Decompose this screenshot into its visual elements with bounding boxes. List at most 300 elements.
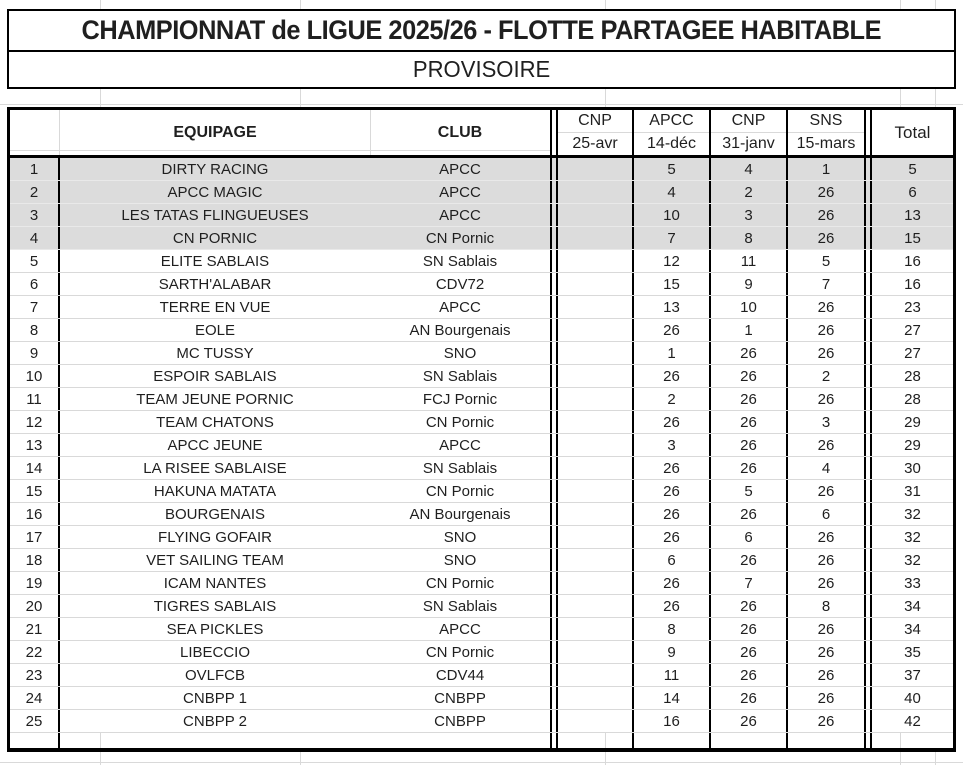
spacer-cell [550, 342, 558, 364]
table-row [10, 250, 953, 273]
table-row [10, 204, 953, 227]
score-cell-cnp-25avr[interactable] [558, 710, 634, 732]
equipage-cell[interactable]: MC TUSSY [176, 344, 254, 362]
spacer-cell [864, 503, 872, 525]
table-row [10, 687, 953, 710]
spacer-cell [864, 664, 872, 686]
score-cell-cnp-25avr[interactable] [558, 365, 634, 387]
score-cell-apcc-14dec[interactable]: 15 [634, 273, 711, 295]
equipage-cell[interactable]: TERRE EN VUE [159, 298, 271, 316]
spacer-cell [864, 572, 872, 594]
spacer-cell [864, 549, 872, 571]
total-cell[interactable]: 42 [904, 712, 921, 730]
score-cell-sns-15mars[interactable]: 26 [817, 206, 835, 224]
score-cell-cnp-31janv[interactable]: 26 [711, 388, 788, 410]
rank-cell[interactable]: 21 [10, 618, 60, 640]
rank-cell[interactable]: 17 [10, 526, 60, 548]
score-cell-sns-15mars[interactable]: 26 [817, 620, 835, 638]
score-cell-cnp-31janv[interactable]: 4 [711, 158, 788, 180]
equipage-cell[interactable]: TEAM CHATONS [156, 413, 274, 431]
equipage-cell[interactable]: APCC JEUNE [167, 436, 263, 454]
score-cell-cnp-31janv[interactable]: 7 [711, 572, 788, 594]
page-title-text: CHAMPIONNAT de LIGUE 2025/26 - FLOTTE PARTAGEE HABITABLE [81, 15, 882, 45]
score-cell-sns-15mars[interactable]: 5 [821, 252, 831, 270]
spacer-cell [550, 181, 558, 203]
table-row [10, 480, 953, 503]
total-cell[interactable]: 13 [904, 206, 921, 224]
table-row [10, 595, 953, 618]
club-cell[interactable]: SNO [443, 528, 477, 546]
score-cell-cnp-31janv[interactable]: 8 [711, 227, 788, 249]
rank-cell[interactable]: 8 [10, 319, 60, 341]
equipage-cell[interactable]: ICAM NANTES [163, 574, 267, 592]
equipage-cell[interactable]: BOURGENAIS [164, 505, 266, 523]
spacer-cell [550, 687, 558, 709]
score-cell-apcc-14dec[interactable]: 10 [634, 204, 711, 226]
score-cell[interactable] [788, 733, 864, 748]
score-cell-cnp-31janv[interactable]: 11 [711, 250, 788, 272]
club-cell[interactable]: CN Pornic [425, 229, 495, 247]
spacer-cell [864, 342, 872, 364]
club-header-cell[interactable]: CLUB [437, 123, 483, 141]
rank-cell[interactable]: 7 [10, 296, 60, 318]
score-cell-cnp-25avr[interactable] [558, 457, 634, 479]
score-cell-apcc-14dec[interactable]: 5 [634, 158, 711, 180]
race-date: 14-déc [647, 135, 696, 152]
score-cell-sns-15mars[interactable]: 26 [817, 229, 835, 247]
score-cell-cnp-25avr[interactable] [558, 434, 634, 456]
score-cell-sns-15mars[interactable]: 26 [817, 436, 835, 454]
club-cell[interactable]: APCC [439, 298, 481, 316]
score-cell-cnp-31janv[interactable]: 26 [711, 641, 788, 663]
equipage-cell[interactable]: ELITE SABLAIS [160, 252, 270, 270]
rank-cell[interactable]: 2 [10, 181, 60, 203]
sheet-gridline-vertical [900, 733, 901, 748]
spacer-cell [550, 365, 558, 387]
table-row [10, 319, 953, 342]
table-row [10, 434, 953, 457]
equipage-cell[interactable]: TIGRES SABLAIS [153, 597, 277, 615]
score-cell-apcc-14dec[interactable]: 13 [634, 296, 711, 318]
total-header-cell[interactable]: Total [894, 122, 931, 142]
score-cell[interactable] [558, 733, 634, 748]
rank-cell[interactable]: 23 [10, 664, 60, 686]
score-cell-cnp-31janv[interactable]: 26 [711, 342, 788, 364]
score-cell-cnp-31janv[interactable]: 26 [711, 457, 788, 479]
score-cell-cnp-25avr[interactable] [558, 273, 634, 295]
score-cell-sns-15mars[interactable]: 3 [821, 413, 831, 431]
rank-cell[interactable]: 13 [10, 434, 60, 456]
spacer-cell [550, 158, 558, 180]
spacer-cell [864, 733, 872, 748]
spacer-cell [864, 480, 872, 502]
rank-cell[interactable]: 15 [10, 480, 60, 502]
score-cell-cnp-25avr[interactable] [558, 388, 634, 410]
club-cell[interactable]: APCC [439, 206, 481, 224]
score-cell-cnp-25avr[interactable] [558, 480, 634, 502]
total-cell[interactable] [872, 733, 953, 748]
table-row [10, 296, 953, 319]
equipage-cell[interactable]: APCC MAGIC [167, 183, 263, 201]
score-cell-cnp-25avr[interactable] [558, 572, 634, 594]
score-cell-sns-15mars[interactable]: 8 [821, 597, 831, 615]
score-cell-cnp-31janv[interactable]: 5 [711, 480, 788, 502]
club-cell[interactable]: APCC [439, 183, 481, 201]
sheet-gridline-horizontal [0, 762, 963, 763]
table-row [10, 710, 953, 733]
score-cell-apcc-14dec[interactable]: 1 [634, 342, 711, 364]
score-cell-cnp-25avr[interactable] [558, 641, 634, 663]
score-cell-cnp-31janv[interactable]: 26 [711, 595, 788, 617]
spacer-cell [550, 250, 558, 272]
total-cell[interactable]: 28 [904, 367, 921, 385]
equipage-header-cell[interactable]: EQUIPAGE [173, 123, 257, 141]
score-cell-sns-15mars[interactable]: 26 [817, 574, 835, 592]
rank-cell[interactable]: 1 [10, 158, 60, 180]
score-cell[interactable] [634, 733, 711, 748]
club-cell[interactable]: FCJ Pornic [422, 390, 498, 408]
score-cell-cnp-31janv[interactable]: 1 [711, 319, 788, 341]
score-cell-sns-15mars[interactable]: 6 [821, 505, 831, 523]
sheet-gridline-horizontal [0, 104, 963, 105]
race-header-cell-apcc-14dec[interactable] [634, 110, 711, 155]
total-cell[interactable]: 30 [904, 459, 921, 477]
table-row [10, 342, 953, 365]
score-cell-sns-15mars[interactable]: 4 [821, 459, 831, 477]
score-cell-apcc-14dec[interactable]: 7 [634, 227, 711, 249]
score-cell-apcc-14dec[interactable]: 16 [634, 710, 711, 732]
score-cell-apcc-14dec[interactable]: 14 [634, 687, 711, 709]
total-cell[interactable]: 29 [904, 436, 921, 454]
sheet-gridline-vertical [605, 733, 606, 748]
rank-cell[interactable]: 19 [10, 572, 60, 594]
race-header-cell-cnp-25avr[interactable] [558, 110, 634, 155]
header-row [10, 110, 953, 158]
club-cell[interactable]: CN Pornic [425, 413, 495, 431]
score-cell-apcc-14dec[interactable]: 3 [634, 434, 711, 456]
rank-cell[interactable]: 4 [10, 227, 60, 249]
spacer-cell [550, 733, 558, 748]
total-cell[interactable]: 32 [904, 505, 921, 523]
score-cell-apcc-14dec[interactable]: 26 [634, 595, 711, 617]
rank-cell[interactable] [10, 733, 60, 748]
spacer-header-cell [550, 110, 558, 155]
score-cell-cnp-31janv[interactable]: 26 [711, 549, 788, 571]
score-cell-cnp-25avr[interactable] [558, 526, 634, 548]
score-cell-cnp-25avr[interactable] [558, 227, 634, 249]
score-cell-cnp-25avr[interactable] [558, 296, 634, 318]
club-cell[interactable]: APCC [439, 436, 481, 454]
equipage-cell[interactable]: HAKUNA MATATA [153, 482, 277, 500]
equipage-cell[interactable]: VET SAILING TEAM [146, 551, 284, 569]
equipage-cell[interactable]: TEAM JEUNE PORNIC [136, 390, 294, 408]
spacer-cell [864, 181, 872, 203]
equipage-cell[interactable]: SARTH'ALABAR [158, 275, 272, 293]
spacer-cell [864, 457, 872, 479]
race-name: CNP [558, 110, 632, 133]
total-cell[interactable]: 40 [904, 689, 921, 707]
total-cell[interactable]: 6 [908, 183, 917, 201]
score-cell-cnp-31janv[interactable]: 10 [711, 296, 788, 318]
table-row [10, 572, 953, 595]
total-cell[interactable]: 37 [904, 666, 921, 684]
score-cell-apcc-14dec[interactable]: 26 [634, 319, 711, 341]
score-cell-sns-15mars[interactable]: 26 [817, 689, 835, 707]
total-cell[interactable]: 32 [904, 528, 921, 546]
score-cell-cnp-25avr[interactable] [558, 687, 634, 709]
equipage-cell[interactable]: SEA PICKLES [166, 620, 264, 638]
score-cell-sns-15mars[interactable]: 26 [817, 712, 835, 730]
table-row [10, 365, 953, 388]
club-cell[interactable]: CN Pornic [425, 643, 495, 661]
rank-cell[interactable]: 22 [10, 641, 60, 663]
score-cell-cnp-31janv[interactable]: 9 [711, 273, 788, 295]
club-cell[interactable]: SNO [443, 551, 477, 569]
score-cell-cnp-25avr[interactable] [558, 595, 634, 617]
score-cell-cnp-25avr[interactable] [558, 664, 634, 686]
rank-cell[interactable]: 6 [10, 273, 60, 295]
table-row [10, 227, 953, 250]
score-cell-cnp-25avr[interactable] [558, 158, 634, 180]
score-cell-sns-15mars[interactable]: 7 [821, 275, 831, 293]
club-cell[interactable]: SNO [443, 344, 477, 362]
rank-cell[interactable]: 18 [10, 549, 60, 571]
score-cell-apcc-14dec[interactable]: 26 [634, 503, 711, 525]
score-cell-apcc-14dec[interactable]: 4 [634, 181, 711, 203]
score-cell-cnp-31janv[interactable]: 3 [711, 204, 788, 226]
table-row [10, 457, 953, 480]
score-cell-cnp-25avr[interactable] [558, 618, 634, 640]
race-name: SNS [788, 110, 864, 133]
club-cell[interactable]: SN Sablais [422, 597, 498, 615]
rank-cell[interactable]: 11 [10, 388, 60, 410]
spacer-cell [550, 641, 558, 663]
spacer-cell [864, 296, 872, 318]
total-cell[interactable]: 28 [904, 390, 921, 408]
equipage-cell[interactable]: CN PORNIC [172, 229, 258, 247]
total-cell[interactable]: 33 [904, 574, 921, 592]
spacer-cell [864, 641, 872, 663]
score-cell-apcc-14dec[interactable]: 26 [634, 480, 711, 502]
total-cell[interactable]: 32 [904, 551, 921, 569]
club-cell[interactable]: CN Pornic [425, 482, 495, 500]
score-cell-sns-15mars[interactable]: 26 [817, 482, 835, 500]
score-cell-cnp-25avr[interactable] [558, 319, 634, 341]
total-cell[interactable]: 31 [904, 482, 921, 500]
rank-header-cell[interactable] [10, 110, 60, 155]
total-cell[interactable]: 27 [904, 321, 921, 339]
total-cell[interactable]: 27 [904, 344, 921, 362]
rank-cell[interactable]: 20 [10, 595, 60, 617]
standings-table [7, 107, 956, 752]
title-block [7, 9, 956, 89]
score-cell-sns-15mars[interactable]: 26 [817, 298, 835, 316]
equipage-cell[interactable]: LA RISEE SABLAISE [143, 459, 287, 477]
equipage-cell[interactable] [60, 733, 370, 748]
race-date: 15-mars [796, 135, 856, 152]
spacer-cell [550, 434, 558, 456]
spacer-cell [864, 618, 872, 640]
equipage-cell[interactable]: LES TATAS FLINGUEUSES [121, 206, 309, 224]
score-cell-apcc-14dec[interactable]: 2 [634, 388, 711, 410]
table-row [10, 618, 953, 641]
spacer-cell [864, 687, 872, 709]
race-header-cell-cnp-31janv[interactable] [711, 110, 788, 155]
spacer-cell [864, 595, 872, 617]
spacer-cell [864, 411, 872, 433]
spacer-cell [550, 710, 558, 732]
page-title[interactable] [9, 11, 954, 52]
total-cell[interactable]: 5 [908, 160, 917, 178]
club-cell[interactable]: SN Sablais [422, 367, 498, 385]
spacer-cell [864, 388, 872, 410]
equipage-cell[interactable]: DIRTY RACING [161, 160, 269, 178]
score-cell-cnp-25avr[interactable] [558, 549, 634, 571]
score-cell-cnp-31janv[interactable]: 26 [711, 434, 788, 456]
score-cell-cnp-31janv[interactable]: 26 [711, 664, 788, 686]
score-cell-sns-15mars[interactable]: 26 [817, 528, 835, 546]
total-cell[interactable]: 29 [904, 413, 921, 431]
score-cell-sns-15mars[interactable]: 2 [821, 367, 831, 385]
rank-cell[interactable]: 12 [10, 411, 60, 433]
score-cell-cnp-31janv[interactable]: 26 [711, 687, 788, 709]
spacer-cell [864, 710, 872, 732]
equipage-cell[interactable]: OVLFCB [184, 666, 245, 684]
score-cell-sns-15mars[interactable]: 26 [817, 344, 835, 362]
rank-cell[interactable]: 5 [10, 250, 60, 272]
score-cell-apcc-14dec[interactable]: 26 [634, 572, 711, 594]
page-subtitle[interactable] [9, 52, 954, 87]
equipage-cell[interactable]: CNBPP 2 [183, 712, 247, 730]
rank-cell[interactable]: 3 [10, 204, 60, 226]
spacer-cell [864, 365, 872, 387]
score-cell-cnp-25avr[interactable] [558, 503, 634, 525]
score-cell-apcc-14dec[interactable]: 8 [634, 618, 711, 640]
spacer-cell [550, 457, 558, 479]
table-row [10, 503, 953, 526]
score-cell-cnp-31janv[interactable]: 26 [711, 618, 788, 640]
club-cell[interactable]: AN Bourgenais [409, 321, 511, 339]
score-cell-apcc-14dec[interactable]: 12 [634, 250, 711, 272]
score-cell-cnp-31janv[interactable]: 6 [711, 526, 788, 548]
club-cell[interactable]: CNBPP [434, 689, 486, 707]
equipage-cell[interactable]: FLYING GOFAIR [158, 528, 272, 546]
rank-cell[interactable]: 10 [10, 365, 60, 387]
spacer-cell [550, 273, 558, 295]
score-cell-cnp-31janv[interactable]: 26 [711, 710, 788, 732]
spacer-cell [864, 158, 872, 180]
club-cell[interactable]: SN Sablais [422, 459, 498, 477]
score-cell-apcc-14dec[interactable]: 26 [634, 411, 711, 433]
equipage-cell[interactable]: EOLE [194, 321, 236, 339]
spacer-cell [550, 296, 558, 318]
total-cell[interactable]: 34 [904, 620, 921, 638]
score-cell-cnp-25avr[interactable] [558, 250, 634, 272]
spacer-cell [550, 480, 558, 502]
equipage-cell[interactable]: CNBPP 1 [183, 689, 247, 707]
race-header-cell-sns-15mars[interactable] [788, 110, 864, 155]
score-cell-cnp-25avr[interactable] [558, 342, 634, 364]
score-cell-apcc-14dec[interactable]: 26 [634, 526, 711, 548]
score-cell-sns-15mars[interactable]: 26 [817, 321, 835, 339]
club-cell[interactable]: CN Pornic [425, 574, 495, 592]
club-cell[interactable]: CDV44 [435, 666, 485, 684]
spacer-cell [864, 250, 872, 272]
total-cell[interactable]: 16 [904, 252, 921, 270]
equipage-cell[interactable]: LIBECCIO [179, 643, 251, 661]
table-row [10, 388, 953, 411]
club-cell[interactable]: SN Sablais [422, 252, 498, 270]
score-cell-sns-15mars[interactable]: 26 [817, 643, 835, 661]
total-cell[interactable]: 16 [904, 275, 921, 293]
total-cell[interactable]: 35 [904, 643, 921, 661]
table-row [10, 641, 953, 664]
rank-cell[interactable]: 24 [10, 687, 60, 709]
page-subtitle-text: PROVISOIRE [412, 56, 551, 82]
spacer-cell [864, 273, 872, 295]
rank-cell[interactable]: 9 [10, 342, 60, 364]
score-cell-cnp-25avr[interactable] [558, 181, 634, 203]
score-cell-apcc-14dec[interactable]: 9 [634, 641, 711, 663]
race-date: 25-avr [572, 135, 618, 152]
score-cell-apcc-14dec[interactable]: 26 [634, 365, 711, 387]
equipage-cell[interactable]: ESPOIR SABLAIS [153, 367, 277, 385]
score-cell-cnp-25avr[interactable] [558, 204, 634, 226]
total-cell[interactable]: 34 [904, 597, 921, 615]
club-cell[interactable]: AN Bourgenais [409, 505, 511, 523]
spacer-cell [550, 549, 558, 571]
rank-cell[interactable]: 16 [10, 503, 60, 525]
race-name: APCC [634, 110, 709, 133]
score-cell-sns-15mars[interactable]: 26 [817, 183, 835, 201]
score-cell-sns-15mars[interactable]: 26 [817, 666, 835, 684]
header-gridline-vertical [370, 110, 371, 155]
table-row [10, 158, 953, 181]
header-gridline-horizontal [10, 150, 550, 151]
spacer-cell [864, 526, 872, 548]
score-cell-apcc-14dec[interactable]: 6 [634, 549, 711, 571]
standings-body [10, 158, 953, 733]
total-cell[interactable]: 15 [904, 229, 921, 247]
score-cell-cnp-31janv[interactable]: 26 [711, 503, 788, 525]
score-cell-apcc-14dec[interactable]: 26 [634, 457, 711, 479]
score-cell-sns-15mars[interactable]: 1 [821, 160, 831, 178]
spacer-cell [550, 411, 558, 433]
total-cell[interactable]: 23 [904, 298, 921, 316]
table-row [10, 411, 953, 434]
spacer-cell [550, 388, 558, 410]
club-cell[interactable] [370, 733, 550, 748]
score-cell-cnp-25avr[interactable] [558, 411, 634, 433]
spacer-header-cell [864, 110, 872, 155]
score-cell-cnp-31janv[interactable]: 26 [711, 365, 788, 387]
score-cell-sns-15mars[interactable]: 26 [817, 390, 835, 408]
club-cell[interactable]: APCC [439, 160, 481, 178]
spacer-cell [550, 664, 558, 686]
spacer-cell [864, 204, 872, 226]
spacer-cell [864, 227, 872, 249]
score-cell-cnp-31janv[interactable]: 26 [711, 411, 788, 433]
rank-cell[interactable]: 25 [10, 710, 60, 732]
club-cell[interactable]: CNBPP [434, 712, 486, 730]
rank-cell[interactable]: 14 [10, 457, 60, 479]
score-cell[interactable] [711, 733, 788, 748]
score-cell-cnp-31janv[interactable]: 2 [711, 181, 788, 203]
score-cell-sns-15mars[interactable]: 26 [817, 551, 835, 569]
club-cell[interactable]: CDV72 [435, 275, 485, 293]
score-cell-apcc-14dec[interactable]: 11 [634, 664, 711, 686]
club-cell[interactable]: APCC [439, 620, 481, 638]
